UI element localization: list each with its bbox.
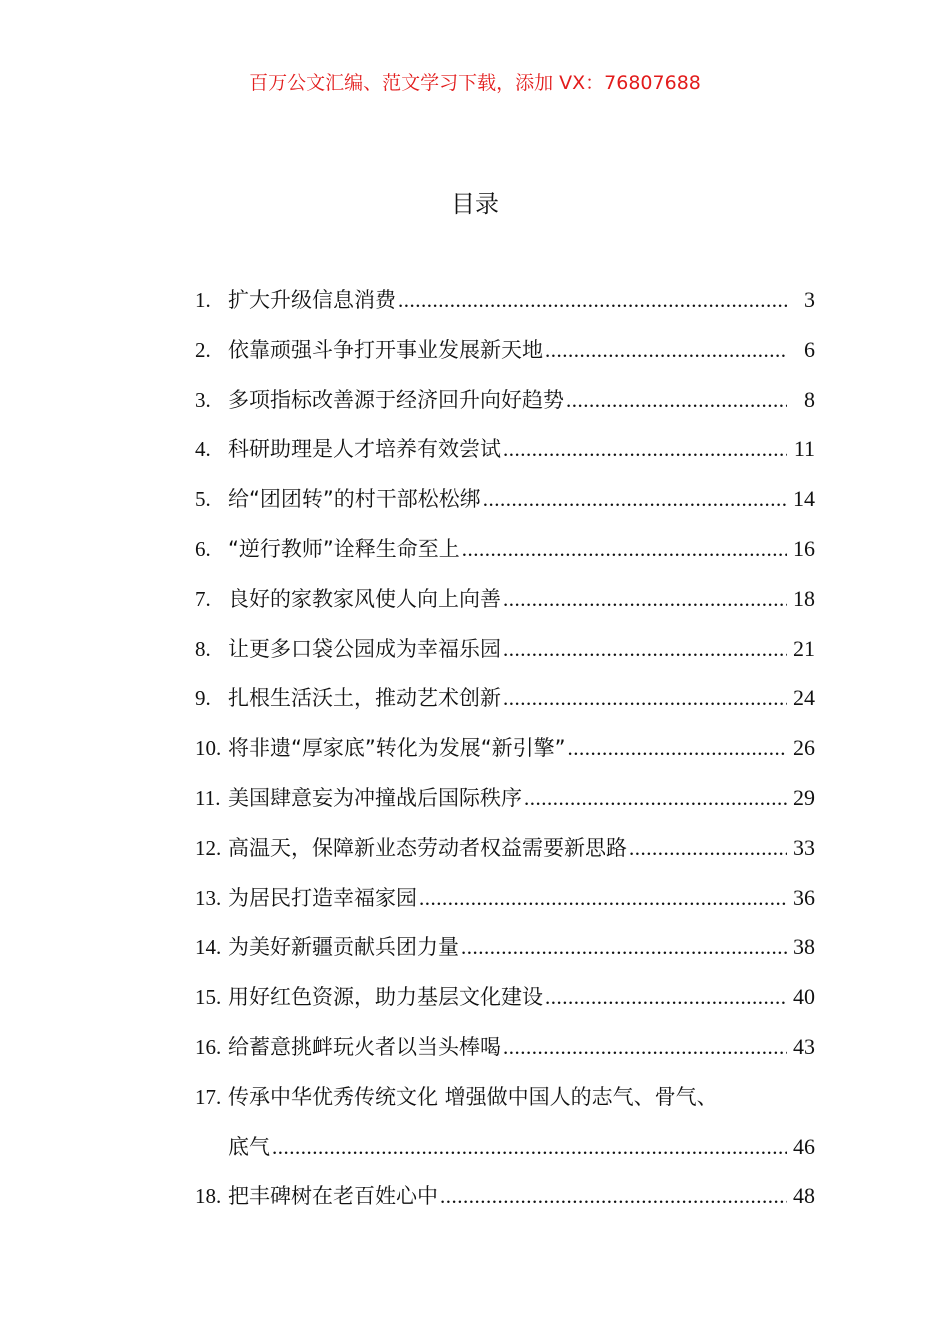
toc-entry-number: 3. [195, 387, 211, 412]
toc-dot-leader [440, 1176, 787, 1216]
toc-entry-number: 14. [195, 935, 222, 960]
toc-entry-title: 为居民打造幸福家园 [228, 885, 417, 910]
toc-entry[interactable] [195, 977, 815, 1027]
toc-entry-page: 16 [793, 535, 815, 561]
toc-entry[interactable] [195, 927, 815, 977]
toc-entry-title: 扎根生活沃土，推动艺术创新 [228, 686, 501, 711]
toc-entry-title: 多项指标改善源于经济回升向好趋势 [228, 387, 564, 412]
toc-entry[interactable] [195, 330, 815, 380]
toc-entry[interactable] [195, 728, 815, 778]
toc-entry[interactable] [195, 778, 815, 828]
toc-entry-title: 给蓄意挑衅玩火者以当头棒喝 [228, 1034, 501, 1059]
toc-entry[interactable] [195, 529, 815, 579]
toc-entry-number: 11. [195, 785, 221, 810]
toc-entry-title: 为美好新疆贡献兵团力量 [228, 935, 459, 960]
toc-entry-page: 21 [793, 635, 815, 661]
toc-dot-leader [545, 977, 787, 1017]
toc-dot-leader [272, 1127, 787, 1167]
toc-entry-page: 36 [793, 884, 815, 910]
toc-entry-title: 将非遗“厚家底”转化为发展“新引擎” [228, 736, 566, 761]
toc-entry-title-continued: 底气 [228, 1134, 270, 1159]
toc-entry-page: 6 [804, 336, 815, 362]
toc-entry-continuation[interactable] [195, 1127, 815, 1177]
toc-entry-number: 9. [195, 686, 211, 711]
toc-entry-title: 科研助理是人才培养有效尝试 [228, 437, 501, 462]
toc-entry[interactable] [195, 380, 815, 430]
toc-entry-page: 3 [804, 287, 815, 312]
toc-entry-page: 33 [793, 834, 815, 860]
toc-entry-number: 15. [195, 985, 222, 1010]
toc-entry-page: 18 [793, 585, 815, 611]
toc-entry[interactable] [195, 479, 815, 529]
toc-entry-number: 2. [195, 337, 211, 362]
toc-entry-number: 16. [195, 1034, 222, 1059]
toc-dot-leader [568, 728, 787, 768]
toc-entry-title: 美国肆意妄为冲撞战后国际秩序 [228, 785, 522, 810]
toc-entry-title: 良好的家教家风使人向上向善 [228, 586, 501, 611]
toc-entry[interactable] [195, 678, 815, 728]
toc-dot-leader [503, 429, 787, 469]
toc-entry[interactable] [195, 280, 815, 330]
toc-dot-leader [419, 878, 787, 918]
toc-entry[interactable] [195, 629, 815, 679]
toc-entry-page: 29 [793, 784, 815, 810]
toc-dot-leader [524, 778, 787, 818]
toc-entry[interactable] [195, 429, 815, 479]
toc-entry-number: 13. [195, 885, 222, 910]
toc-entry[interactable] [195, 878, 815, 928]
table-of-contents [195, 280, 815, 1226]
toc-entry-page: 40 [793, 984, 815, 1010]
toc-entry-number: 8. [195, 636, 211, 661]
watermark-header: 百万公文汇编、范文学习下载，添加 VX：76807688 [249, 72, 701, 94]
toc-dot-leader [503, 579, 787, 619]
toc-entry-title: 依靠顽强斗争打开事业发展新天地 [228, 337, 543, 362]
toc-entry-title: 给“团团转”的村干部松松绑 [228, 487, 481, 512]
toc-entry[interactable] [195, 579, 815, 629]
page-title: 目录 [451, 190, 499, 218]
toc-entry-number: 17. [195, 1084, 222, 1109]
toc-entry-page: 46 [793, 1133, 815, 1159]
toc-entry-number: 7. [195, 586, 211, 611]
toc-entry-page: 43 [793, 1033, 815, 1059]
toc-entry-title: “逆行教师”诠释生命至上 [228, 536, 460, 561]
toc-entry-title: 让更多口袋公园成为幸福乐园 [228, 636, 501, 661]
toc-entry-title: 把丰碑树在老百姓心中 [228, 1184, 438, 1209]
toc-entry[interactable] [195, 1176, 815, 1226]
toc-entry-number: 5. [195, 487, 211, 512]
toc-entry-number: 4. [195, 437, 211, 462]
toc-entry-number: 12. [195, 835, 222, 860]
toc-entry-number: 10. [195, 736, 222, 761]
toc-entry-title: 用好红色资源，助力基层文化建设 [228, 985, 543, 1010]
toc-dot-leader [566, 380, 787, 420]
toc-entry-title: 传承中华优秀传统文化 增强做中国人的志气、骨气、 [228, 1084, 718, 1109]
toc-dot-leader [503, 629, 787, 669]
toc-entry-page: 26 [793, 735, 815, 761]
toc-entry-page: 11 [793, 436, 815, 462]
toc-entry-page: 8 [804, 386, 815, 412]
toc-dot-leader [483, 479, 787, 519]
toc-entry-page: 24 [793, 685, 815, 711]
toc-entry-title: 扩大升级信息消费 [228, 288, 396, 312]
toc-entry-page: 14 [793, 486, 815, 512]
toc-entry[interactable] [195, 1077, 815, 1127]
toc-dot-leader [398, 280, 787, 320]
toc-dot-leader [629, 828, 787, 868]
toc-entry-number: 1. [195, 288, 211, 312]
toc-dot-leader [503, 1027, 787, 1067]
toc-dot-leader [545, 330, 787, 370]
toc-entry-number: 18. [195, 1184, 222, 1209]
toc-entry-title: 高温天，保障新业态劳动者权益需要新思路 [228, 835, 627, 860]
toc-dot-leader [462, 529, 787, 569]
toc-entry-number: 6. [195, 536, 211, 561]
toc-dot-leader [503, 678, 787, 718]
toc-entry-page: 38 [793, 934, 815, 960]
toc-dot-leader [461, 927, 787, 967]
toc-entry[interactable] [195, 1027, 815, 1077]
toc-entry[interactable] [195, 828, 815, 878]
toc-entry-page: 48 [793, 1183, 815, 1209]
